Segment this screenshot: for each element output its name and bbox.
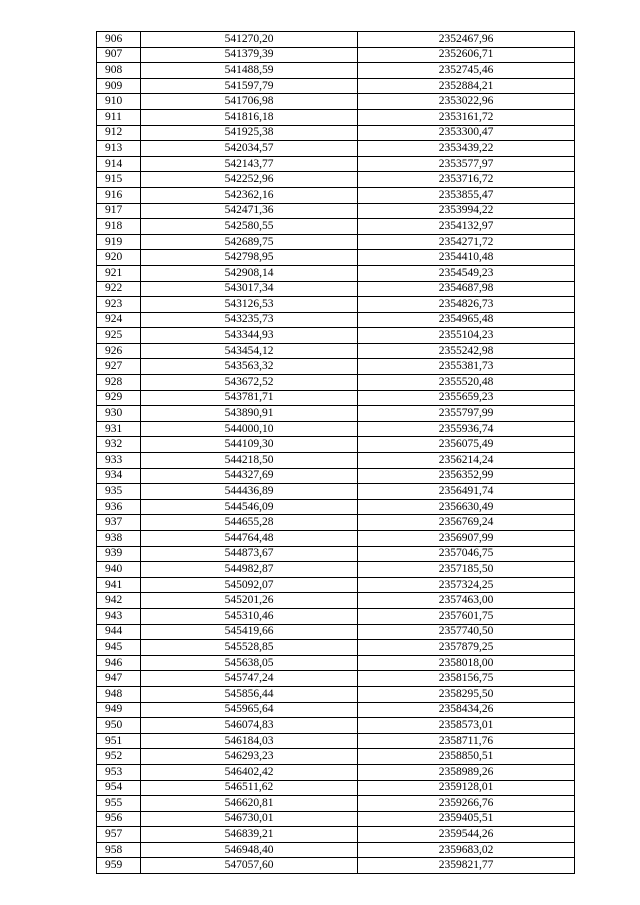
x-coordinate-cell: 541379,39 [141, 47, 358, 63]
point-number-cell: 935 [97, 484, 141, 500]
y-coordinate-cell: 2359683,02 [358, 842, 575, 858]
x-coordinate-cell: 545419,66 [141, 624, 358, 640]
y-coordinate-cell: 2352467,96 [358, 32, 575, 48]
x-coordinate-cell: 546839,21 [141, 827, 358, 843]
y-coordinate-cell: 2354132,97 [358, 219, 575, 235]
point-number-cell: 908 [97, 63, 141, 79]
point-number-cell: 920 [97, 250, 141, 266]
point-number-cell: 952 [97, 749, 141, 765]
y-coordinate-cell: 2353300,47 [358, 125, 575, 141]
point-number-cell: 933 [97, 453, 141, 469]
point-number-cell: 923 [97, 297, 141, 313]
y-coordinate-cell: 2353994,22 [358, 203, 575, 219]
x-coordinate-cell: 543672,52 [141, 375, 358, 391]
y-coordinate-cell: 2353439,22 [358, 141, 575, 157]
x-coordinate-cell: 542034,57 [141, 141, 358, 157]
point-number-cell: 909 [97, 78, 141, 94]
x-coordinate-cell: 544982,87 [141, 562, 358, 578]
point-number-cell: 916 [97, 187, 141, 203]
point-number-cell: 932 [97, 437, 141, 453]
y-coordinate-cell: 2354410,48 [358, 250, 575, 266]
y-coordinate-cell: 2354271,72 [358, 234, 575, 250]
x-coordinate-cell: 546948,40 [141, 842, 358, 858]
x-coordinate-cell: 543454,12 [141, 343, 358, 359]
table-row [97, 32, 575, 48]
table-row [97, 265, 575, 281]
x-coordinate-cell: 546184,03 [141, 733, 358, 749]
table-row [97, 187, 575, 203]
x-coordinate-cell: 542689,75 [141, 234, 358, 250]
y-coordinate-cell: 2354687,98 [358, 281, 575, 297]
table-row [97, 203, 575, 219]
x-coordinate-cell: 543563,32 [141, 359, 358, 375]
point-number-cell: 957 [97, 827, 141, 843]
x-coordinate-cell: 543126,53 [141, 297, 358, 313]
table-row [97, 531, 575, 547]
point-number-cell: 931 [97, 421, 141, 437]
x-coordinate-cell: 542471,36 [141, 203, 358, 219]
x-coordinate-cell: 546402,42 [141, 764, 358, 780]
x-coordinate-cell: 545528,85 [141, 640, 358, 656]
x-coordinate-cell: 544436,89 [141, 484, 358, 500]
y-coordinate-cell: 2358434,26 [358, 702, 575, 718]
x-coordinate-cell: 541488,59 [141, 63, 358, 79]
y-coordinate-cell: 2356214,24 [358, 453, 575, 469]
y-coordinate-cell: 2353022,96 [358, 94, 575, 110]
y-coordinate-cell: 2353716,72 [358, 172, 575, 188]
y-coordinate-cell: 2356352,99 [358, 468, 575, 484]
point-number-cell: 956 [97, 811, 141, 827]
point-number-cell: 949 [97, 702, 141, 718]
table-row [97, 375, 575, 391]
point-number-cell: 922 [97, 281, 141, 297]
point-number-cell: 910 [97, 94, 141, 110]
point-number-cell: 958 [97, 842, 141, 858]
table-row [97, 515, 575, 531]
x-coordinate-cell: 544109,30 [141, 437, 358, 453]
table-row [97, 156, 575, 172]
table-row [97, 562, 575, 578]
table-row [97, 219, 575, 235]
x-coordinate-cell: 545638,05 [141, 655, 358, 671]
coordinates-table-body [97, 32, 575, 874]
y-coordinate-cell: 2355659,23 [358, 390, 575, 406]
table-row [97, 47, 575, 63]
table-row [97, 733, 575, 749]
point-number-cell: 959 [97, 858, 141, 874]
y-coordinate-cell: 2355242,98 [358, 343, 575, 359]
x-coordinate-cell: 545747,24 [141, 671, 358, 687]
table-row [97, 577, 575, 593]
point-number-cell: 921 [97, 265, 141, 281]
point-number-cell: 946 [97, 655, 141, 671]
point-number-cell: 939 [97, 546, 141, 562]
table-row [97, 125, 575, 141]
table-row [97, 297, 575, 313]
y-coordinate-cell: 2353855,47 [358, 187, 575, 203]
point-number-cell: 911 [97, 109, 141, 125]
table-row [97, 718, 575, 734]
table-row [97, 437, 575, 453]
table-row [97, 63, 575, 79]
y-coordinate-cell: 2357740,50 [358, 624, 575, 640]
y-coordinate-cell: 2357324,25 [358, 577, 575, 593]
y-coordinate-cell: 2357879,25 [358, 640, 575, 656]
table-row [97, 328, 575, 344]
point-number-cell: 927 [97, 359, 141, 375]
x-coordinate-cell: 544546,09 [141, 499, 358, 515]
table-row [97, 749, 575, 765]
point-number-cell: 941 [97, 577, 141, 593]
point-number-cell: 915 [97, 172, 141, 188]
point-number-cell: 914 [97, 156, 141, 172]
table-row [97, 686, 575, 702]
x-coordinate-cell: 544218,50 [141, 453, 358, 469]
y-coordinate-cell: 2356769,24 [358, 515, 575, 531]
x-coordinate-cell: 546074,83 [141, 718, 358, 734]
x-coordinate-cell: 541597,79 [141, 78, 358, 94]
point-number-cell: 954 [97, 780, 141, 796]
x-coordinate-cell: 546293,23 [141, 749, 358, 765]
table-row [97, 811, 575, 827]
x-coordinate-cell: 541816,18 [141, 109, 358, 125]
y-coordinate-cell: 2356630,49 [358, 499, 575, 515]
y-coordinate-cell: 2354965,48 [358, 312, 575, 328]
y-coordinate-cell: 2358989,26 [358, 764, 575, 780]
x-coordinate-cell: 543344,93 [141, 328, 358, 344]
y-coordinate-cell: 2352745,46 [358, 63, 575, 79]
point-number-cell: 917 [97, 203, 141, 219]
y-coordinate-cell: 2358850,51 [358, 749, 575, 765]
y-coordinate-cell: 2359266,76 [358, 796, 575, 812]
point-number-cell: 925 [97, 328, 141, 344]
y-coordinate-cell: 2357046,75 [358, 546, 575, 562]
table-row [97, 312, 575, 328]
x-coordinate-cell: 542580,55 [141, 219, 358, 235]
table-row [97, 624, 575, 640]
table-row [97, 499, 575, 515]
point-number-cell: 951 [97, 733, 141, 749]
x-coordinate-cell: 543890,91 [141, 406, 358, 422]
table-row [97, 608, 575, 624]
x-coordinate-cell: 543235,73 [141, 312, 358, 328]
x-coordinate-cell: 544873,67 [141, 546, 358, 562]
table-row [97, 390, 575, 406]
x-coordinate-cell: 547057,60 [141, 858, 358, 874]
table-row [97, 94, 575, 110]
y-coordinate-cell: 2357185,50 [358, 562, 575, 578]
x-coordinate-cell: 542143,77 [141, 156, 358, 172]
y-coordinate-cell: 2358018,00 [358, 655, 575, 671]
x-coordinate-cell: 544764,48 [141, 531, 358, 547]
table-row [97, 858, 575, 874]
table-row [97, 671, 575, 687]
y-coordinate-cell: 2356491,74 [358, 484, 575, 500]
table-row [97, 796, 575, 812]
table-row [97, 764, 575, 780]
point-number-cell: 929 [97, 390, 141, 406]
x-coordinate-cell: 542362,16 [141, 187, 358, 203]
point-number-cell: 913 [97, 141, 141, 157]
table-row [97, 640, 575, 656]
point-number-cell: 918 [97, 219, 141, 235]
x-coordinate-cell: 544327,69 [141, 468, 358, 484]
table-row [97, 406, 575, 422]
x-coordinate-cell: 541706,98 [141, 94, 358, 110]
point-number-cell: 940 [97, 562, 141, 578]
point-number-cell: 912 [97, 125, 141, 141]
table-row [97, 593, 575, 609]
y-coordinate-cell: 2353161,72 [358, 109, 575, 125]
y-coordinate-cell: 2352884,21 [358, 78, 575, 94]
point-number-cell: 938 [97, 531, 141, 547]
y-coordinate-cell: 2355381,73 [358, 359, 575, 375]
point-number-cell: 919 [97, 234, 141, 250]
x-coordinate-cell: 545965,64 [141, 702, 358, 718]
x-coordinate-cell: 545092,07 [141, 577, 358, 593]
table-row [97, 172, 575, 188]
table-row [97, 655, 575, 671]
y-coordinate-cell: 2355797,99 [358, 406, 575, 422]
x-coordinate-cell: 546730,01 [141, 811, 358, 827]
table-row [97, 281, 575, 297]
y-coordinate-cell: 2359128,01 [358, 780, 575, 796]
y-coordinate-cell: 2359544,26 [358, 827, 575, 843]
point-number-cell: 947 [97, 671, 141, 687]
point-number-cell: 907 [97, 47, 141, 63]
y-coordinate-cell: 2356075,49 [358, 437, 575, 453]
point-number-cell: 944 [97, 624, 141, 640]
table-row [97, 343, 575, 359]
x-coordinate-cell: 545856,44 [141, 686, 358, 702]
point-number-cell: 926 [97, 343, 141, 359]
table-row [97, 702, 575, 718]
point-number-cell: 945 [97, 640, 141, 656]
point-number-cell: 906 [97, 32, 141, 48]
table-row [97, 842, 575, 858]
y-coordinate-cell: 2358711,76 [358, 733, 575, 749]
point-number-cell: 937 [97, 515, 141, 531]
x-coordinate-cell: 543781,71 [141, 390, 358, 406]
table-row [97, 453, 575, 469]
point-number-cell: 934 [97, 468, 141, 484]
point-number-cell: 953 [97, 764, 141, 780]
table-row [97, 234, 575, 250]
y-coordinate-cell: 2355936,74 [358, 421, 575, 437]
y-coordinate-cell: 2357463,00 [358, 593, 575, 609]
y-coordinate-cell: 2352606,71 [358, 47, 575, 63]
x-coordinate-cell: 546511,62 [141, 780, 358, 796]
y-coordinate-cell: 2354826,73 [358, 297, 575, 313]
x-coordinate-cell: 542908,14 [141, 265, 358, 281]
point-number-cell: 950 [97, 718, 141, 734]
point-number-cell: 924 [97, 312, 141, 328]
x-coordinate-cell: 542252,96 [141, 172, 358, 188]
y-coordinate-cell: 2355520,48 [358, 375, 575, 391]
coordinates-table [96, 31, 575, 874]
x-coordinate-cell: 545310,46 [141, 608, 358, 624]
point-number-cell: 936 [97, 499, 141, 515]
point-number-cell: 948 [97, 686, 141, 702]
point-number-cell: 942 [97, 593, 141, 609]
y-coordinate-cell: 2359405,51 [358, 811, 575, 827]
point-number-cell: 928 [97, 375, 141, 391]
table-row [97, 421, 575, 437]
table-row [97, 546, 575, 562]
point-number-cell: 955 [97, 796, 141, 812]
y-coordinate-cell: 2357601,75 [358, 608, 575, 624]
x-coordinate-cell: 543017,34 [141, 281, 358, 297]
table-row [97, 780, 575, 796]
y-coordinate-cell: 2353577,97 [358, 156, 575, 172]
x-coordinate-cell: 542798,95 [141, 250, 358, 266]
x-coordinate-cell: 544000,10 [141, 421, 358, 437]
table-row [97, 109, 575, 125]
y-coordinate-cell: 2355104,23 [358, 328, 575, 344]
x-coordinate-cell: 544655,28 [141, 515, 358, 531]
x-coordinate-cell: 546620,81 [141, 796, 358, 812]
x-coordinate-cell: 541925,38 [141, 125, 358, 141]
y-coordinate-cell: 2358295,50 [358, 686, 575, 702]
table-row [97, 141, 575, 157]
table-row [97, 359, 575, 375]
x-coordinate-cell: 545201,26 [141, 593, 358, 609]
x-coordinate-cell: 541270,20 [141, 32, 358, 48]
y-coordinate-cell: 2358156,75 [358, 671, 575, 687]
point-number-cell: 943 [97, 608, 141, 624]
y-coordinate-cell: 2358573,01 [358, 718, 575, 734]
y-coordinate-cell: 2356907,99 [358, 531, 575, 547]
table-row [97, 468, 575, 484]
y-coordinate-cell: 2354549,23 [358, 265, 575, 281]
table-row [97, 250, 575, 266]
point-number-cell: 930 [97, 406, 141, 422]
table-row [97, 827, 575, 843]
y-coordinate-cell: 2359821,77 [358, 858, 575, 874]
table-row [97, 78, 575, 94]
table-row [97, 484, 575, 500]
